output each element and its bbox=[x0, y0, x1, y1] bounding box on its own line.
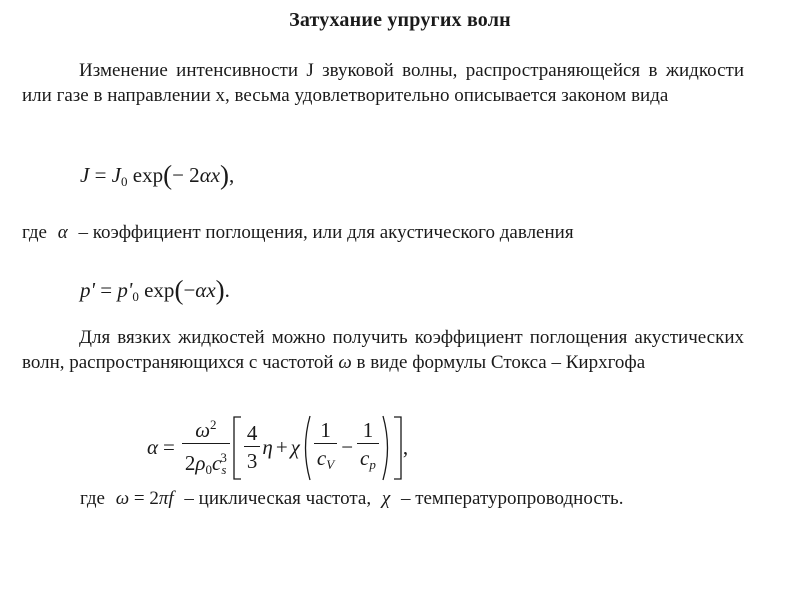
eq2-lhs: p' bbox=[80, 278, 95, 302]
eq1-x: x bbox=[210, 163, 221, 187]
eq3-alpha: α bbox=[147, 435, 159, 460]
eq3-cp-sub: p bbox=[369, 456, 376, 472]
eq3-eta: η bbox=[262, 435, 273, 460]
eq3-frac-cp bbox=[357, 417, 379, 479]
eq3-one-a: 1 bbox=[320, 418, 331, 442]
eq3-frac-cv bbox=[314, 417, 337, 479]
eq3-comma: , bbox=[402, 435, 409, 460]
equation-pressure bbox=[80, 273, 230, 305]
eq3-minus: − bbox=[341, 435, 354, 460]
eq2-exp: exp bbox=[144, 278, 175, 302]
eq3-four-thirds bbox=[244, 420, 261, 475]
paragraph3-omega: ω bbox=[338, 351, 352, 373]
definitions-line bbox=[80, 488, 623, 510]
eq1-lhs: J bbox=[80, 163, 90, 187]
eq3-cp: c bbox=[360, 446, 370, 470]
line4-eq: = 2 bbox=[133, 488, 159, 509]
line4-mid: – циклическая частота, bbox=[184, 488, 372, 509]
eq3-f43-den: 3 bbox=[244, 446, 261, 475]
line4-prefix: где bbox=[80, 488, 105, 509]
eq3-plus: + bbox=[275, 435, 288, 460]
eq2-minus: − bbox=[183, 278, 196, 302]
eq2-period: . bbox=[224, 278, 230, 302]
eq3-f43-num: 4 bbox=[246, 421, 258, 446]
paragraph-stokes bbox=[22, 326, 744, 375]
line4-rest: – температуропроводность. bbox=[400, 488, 624, 509]
eq2-zero: 0 bbox=[132, 288, 139, 304]
line4-f: f bbox=[168, 488, 174, 509]
eq1-alpha: α bbox=[199, 163, 211, 187]
eq3-num-omega: ω bbox=[195, 418, 211, 442]
right-bracket-icon bbox=[393, 416, 403, 480]
eq1-comma: , bbox=[229, 163, 235, 187]
eq3-one-b: 1 bbox=[362, 418, 374, 442]
eq1-close: ) bbox=[220, 160, 230, 190]
eq3-num-sup: 2 bbox=[210, 417, 217, 432]
eq1-zero: 0 bbox=[121, 173, 128, 189]
eq1-open: ( bbox=[163, 160, 173, 190]
equation-stokes-kirchhoff bbox=[147, 412, 408, 484]
eq2-open: ( bbox=[174, 275, 184, 305]
page-title: Затухание упругих волн bbox=[289, 9, 511, 31]
equation-intensity bbox=[80, 158, 234, 190]
paragraph3-part2: в виде формулы Стокса – Кирхгофа bbox=[356, 351, 646, 373]
eq3-den-rho-sub: 0 bbox=[205, 461, 212, 477]
eq1-exp: exp bbox=[132, 163, 164, 187]
eq3-den-c: c bbox=[211, 451, 222, 475]
right-paren-icon bbox=[381, 415, 393, 481]
eq2-equals: = bbox=[100, 278, 113, 302]
eq2-x: x bbox=[206, 278, 216, 302]
eq3-den-2: 2 bbox=[184, 451, 196, 475]
eq2-p: p' bbox=[117, 278, 133, 302]
line4-omega: ω bbox=[115, 488, 130, 509]
absorption-coefficient-line bbox=[22, 222, 574, 244]
eq3-chi: χ bbox=[290, 435, 300, 460]
left-bracket-icon bbox=[232, 416, 242, 480]
eq3-den-c-sub: s bbox=[221, 461, 227, 477]
eq2-alpha: α bbox=[195, 278, 207, 302]
paragraph-intensity: Изменение интенсивности J звуковой волны, распространяющейся в жидкости или газе в направлении x, весьма удовлетворительно описывается законом вида bbox=[22, 60, 744, 106]
eq3-equals: = bbox=[163, 435, 175, 460]
eq3-cv-sub: V bbox=[326, 456, 335, 472]
paragraph3-part1: Для вязких жидкостей можно получить коэффициент поглощения акустических волн, распространяющихся с частотой bbox=[22, 327, 744, 373]
eq3-den-c-sup: 3 bbox=[220, 450, 227, 465]
eq1-minus2: − 2 bbox=[172, 163, 200, 187]
eq1-j: J bbox=[111, 163, 121, 187]
eq2-close: ) bbox=[215, 275, 225, 305]
line4-pi: π bbox=[158, 488, 169, 509]
line2-prefix: где bbox=[22, 222, 47, 243]
line2-alpha: α bbox=[57, 222, 68, 243]
line4-chi: χ bbox=[381, 488, 391, 509]
line2-rest: – коэффициент поглощения, или для акустического давления bbox=[78, 222, 574, 243]
left-paren-icon bbox=[300, 415, 312, 481]
eq3-cv: c bbox=[316, 446, 327, 470]
eq1-equals: = bbox=[94, 163, 107, 187]
eq3-main-fraction bbox=[182, 412, 230, 484]
eq3-den-rho: ρ bbox=[195, 451, 206, 475]
